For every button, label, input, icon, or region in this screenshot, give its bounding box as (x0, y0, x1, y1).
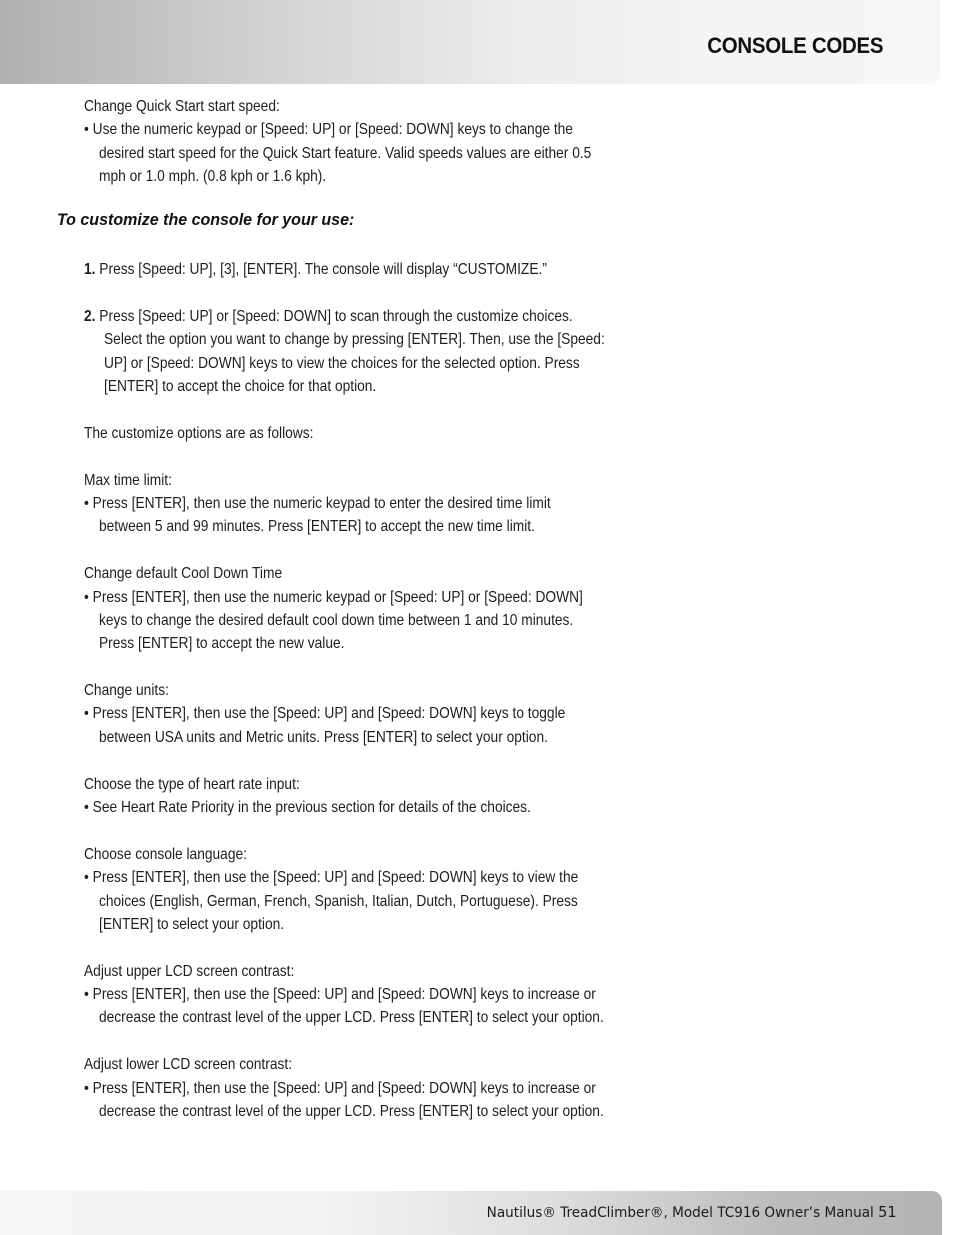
language-heading: Choose console language: (84, 846, 247, 863)
heart-rate-heading: Choose the type of heart rate input: (84, 776, 300, 793)
step-2 (84, 305, 573, 328)
upper-lcd-line-2: decrease the contrast level of the upper LCD. Press [ENTER] to select your option. (99, 1009, 604, 1026)
quick-start-line-1: • Use the numeric keypad or [Speed: UP] or [Speed: DOWN] keys to change the (84, 121, 573, 138)
cool-down-line-1: • Press [ENTER], then use the numeric keypad or [Speed: UP] or [Speed: DOWN] (84, 589, 583, 606)
lower-lcd-heading: Adjust lower LCD screen contrast: (84, 1056, 293, 1073)
step-1-text: Press [Speed: UP], [3], [ENTER]. The console will display “CUSTOMIZE.” (99, 261, 547, 278)
max-time-heading: Max time limit: (84, 472, 172, 489)
lower-lcd-line-2: decrease the contrast level of the upper LCD. Press [ENTER] to select your option. (99, 1103, 604, 1120)
language-line-2: choices (English, German, French, Spanish, Italian, Dutch, Portuguese). Press (99, 893, 578, 910)
language-line-1: • Press [ENTER], then use the [Speed: UP] and [Speed: DOWN] keys to view the (84, 869, 579, 886)
upper-lcd-line-1: • Press [ENTER], then use the [Speed: UP] and [Speed: DOWN] keys to increase or (84, 986, 596, 1003)
quick-start-line-2: desired start speed for the Quick Start feature. Valid speeds values are either 0.5 (99, 145, 592, 162)
footer (487, 1203, 897, 1221)
step-2-number: 2. (84, 308, 96, 325)
step-2-line-4: [ENTER] to accept the choice for that option. (104, 378, 377, 395)
max-time-line-2: between 5 and 99 minutes. Press [ENTER] to accept the new time limit. (99, 518, 535, 535)
page-number: 51 (878, 1203, 897, 1221)
step-2-line-3: UP] or [Speed: DOWN] keys to view the choices for the selected option. Press (104, 355, 580, 372)
units-line-2: between USA units and Metric units. Press [ENTER] to select your option. (99, 729, 548, 746)
heart-rate-line-1: • See Heart Rate Priority in the previous section for details of the choices. (84, 799, 531, 816)
units-line-1: • Press [ENTER], then use the [Speed: UP] and [Speed: DOWN] keys to toggle (84, 705, 566, 722)
page-title: CONSOLE CODES (707, 33, 883, 58)
max-time-line-1: • Press [ENTER], then use the numeric keypad to enter the desired time limit (84, 495, 551, 512)
customize-intro: The customize options are as follows: (84, 425, 314, 442)
customize-subheading: To customize the console for your use: (57, 211, 355, 229)
quick-start-heading: Change Quick Start start speed: (84, 98, 280, 115)
upper-lcd-heading: Adjust upper LCD screen contrast: (84, 963, 295, 980)
cool-down-heading: Change default Cool Down Time (84, 565, 283, 582)
language-line-3: [ENTER] to select your option. (99, 916, 285, 933)
footer-manual-title: Nautilus® TreadClimber®, Model TC916 Owner’s Manual (487, 1205, 875, 1221)
step-2-first-line: Press [Speed: UP] or [Speed: DOWN] to scan through the customize choices. (99, 308, 573, 325)
cool-down-line-3: Press [ENTER] to accept the new value. (99, 635, 345, 652)
step-1-number: 1. (84, 261, 96, 278)
units-heading: Change units: (84, 682, 169, 699)
cool-down-line-2: keys to change the desired default cool down time between 1 and 10 minutes. (99, 612, 574, 629)
quick-start-line-3: mph or 1.0 mph. (0.8 kph or 1.6 kph). (99, 168, 327, 185)
step-1 (84, 258, 547, 281)
step-2-line-2: Select the option you want to change by pressing [ENTER]. Then, use the [Speed: (104, 331, 605, 348)
lower-lcd-line-1: • Press [ENTER], then use the [Speed: UP] and [Speed: DOWN] keys to increase or (84, 1080, 596, 1097)
header-band (0, 0, 940, 84)
